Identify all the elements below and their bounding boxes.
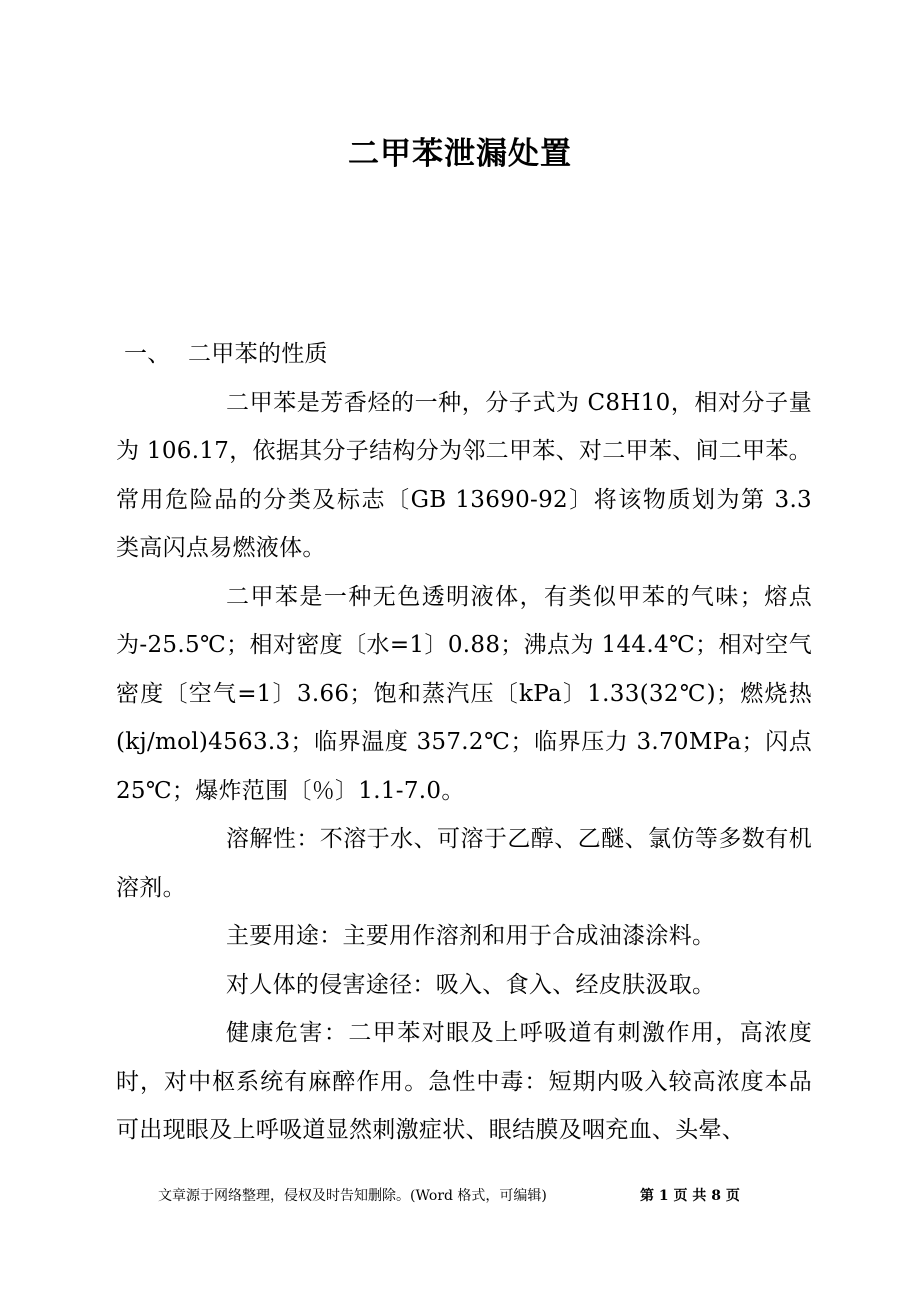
paragraph-composition: 二甲苯是芳香烃的一种，分子式为 C8H10，相对分子量为 106.17，依据其分子结构分为邻二甲苯、对二甲苯、间二甲苯。常用危险品的分类及标志〔GB 13690-92〕将该物质划为第 3.3 类高闪点易燃液体。 (116, 389, 812, 561)
page-number: 第 1 页 共 8 页 (640, 1188, 740, 1204)
paragraph-exposure-routes: 对人体的侵害途径：吸入、食入、经皮肤汲取。 (226, 971, 716, 998)
section-heading-text: 二甲苯的性质 (188, 341, 328, 367)
section-number: 一、 (124, 341, 171, 367)
document-title: 二甲苯泄漏处置 (348, 136, 572, 172)
document-body (116, 330, 812, 1155)
paragraph-health-hazards: 健康危害：二甲苯对眼及上呼吸道有刺激作用，高浓度时，对中枢系统有麻醉作用。急性中毒：短期内吸入较高浓度本品可出现眼及上呼吸道显然刺激症状、眼结膜及咽充血、头晕、 (116, 1020, 812, 1143)
paragraph-physical-properties: 二甲苯是一种无色透明液体，有类似甲苯的气味；熔点为-25.5℃；相对密度〔水=1〕0.88；沸点为 144.4℃；相对空气密度〔空气=1〕3.66；饱和蒸汽压〔kPa〕1.33(32℃)；燃烧热(kj/mol)4563.3；临界温度 357.2℃；临界压力 3.70MPa；闪点 25℃；爆炸范围〔％〕1.1-7.0。 (116, 583, 812, 804)
section-heading (116, 330, 812, 379)
paragraph-main-uses: 主要用途：主要用作溶剂和用于合成油漆涂料。 (226, 923, 716, 949)
paragraph-solubility: 溶解性：不溶于水、可溶于乙醇、乙醚、氯仿等多数有机溶剂。 (116, 826, 812, 901)
footer-note: 文章源于网络整理，侵权及时告知删除。(Word 格式，可编辑) (158, 1188, 547, 1204)
